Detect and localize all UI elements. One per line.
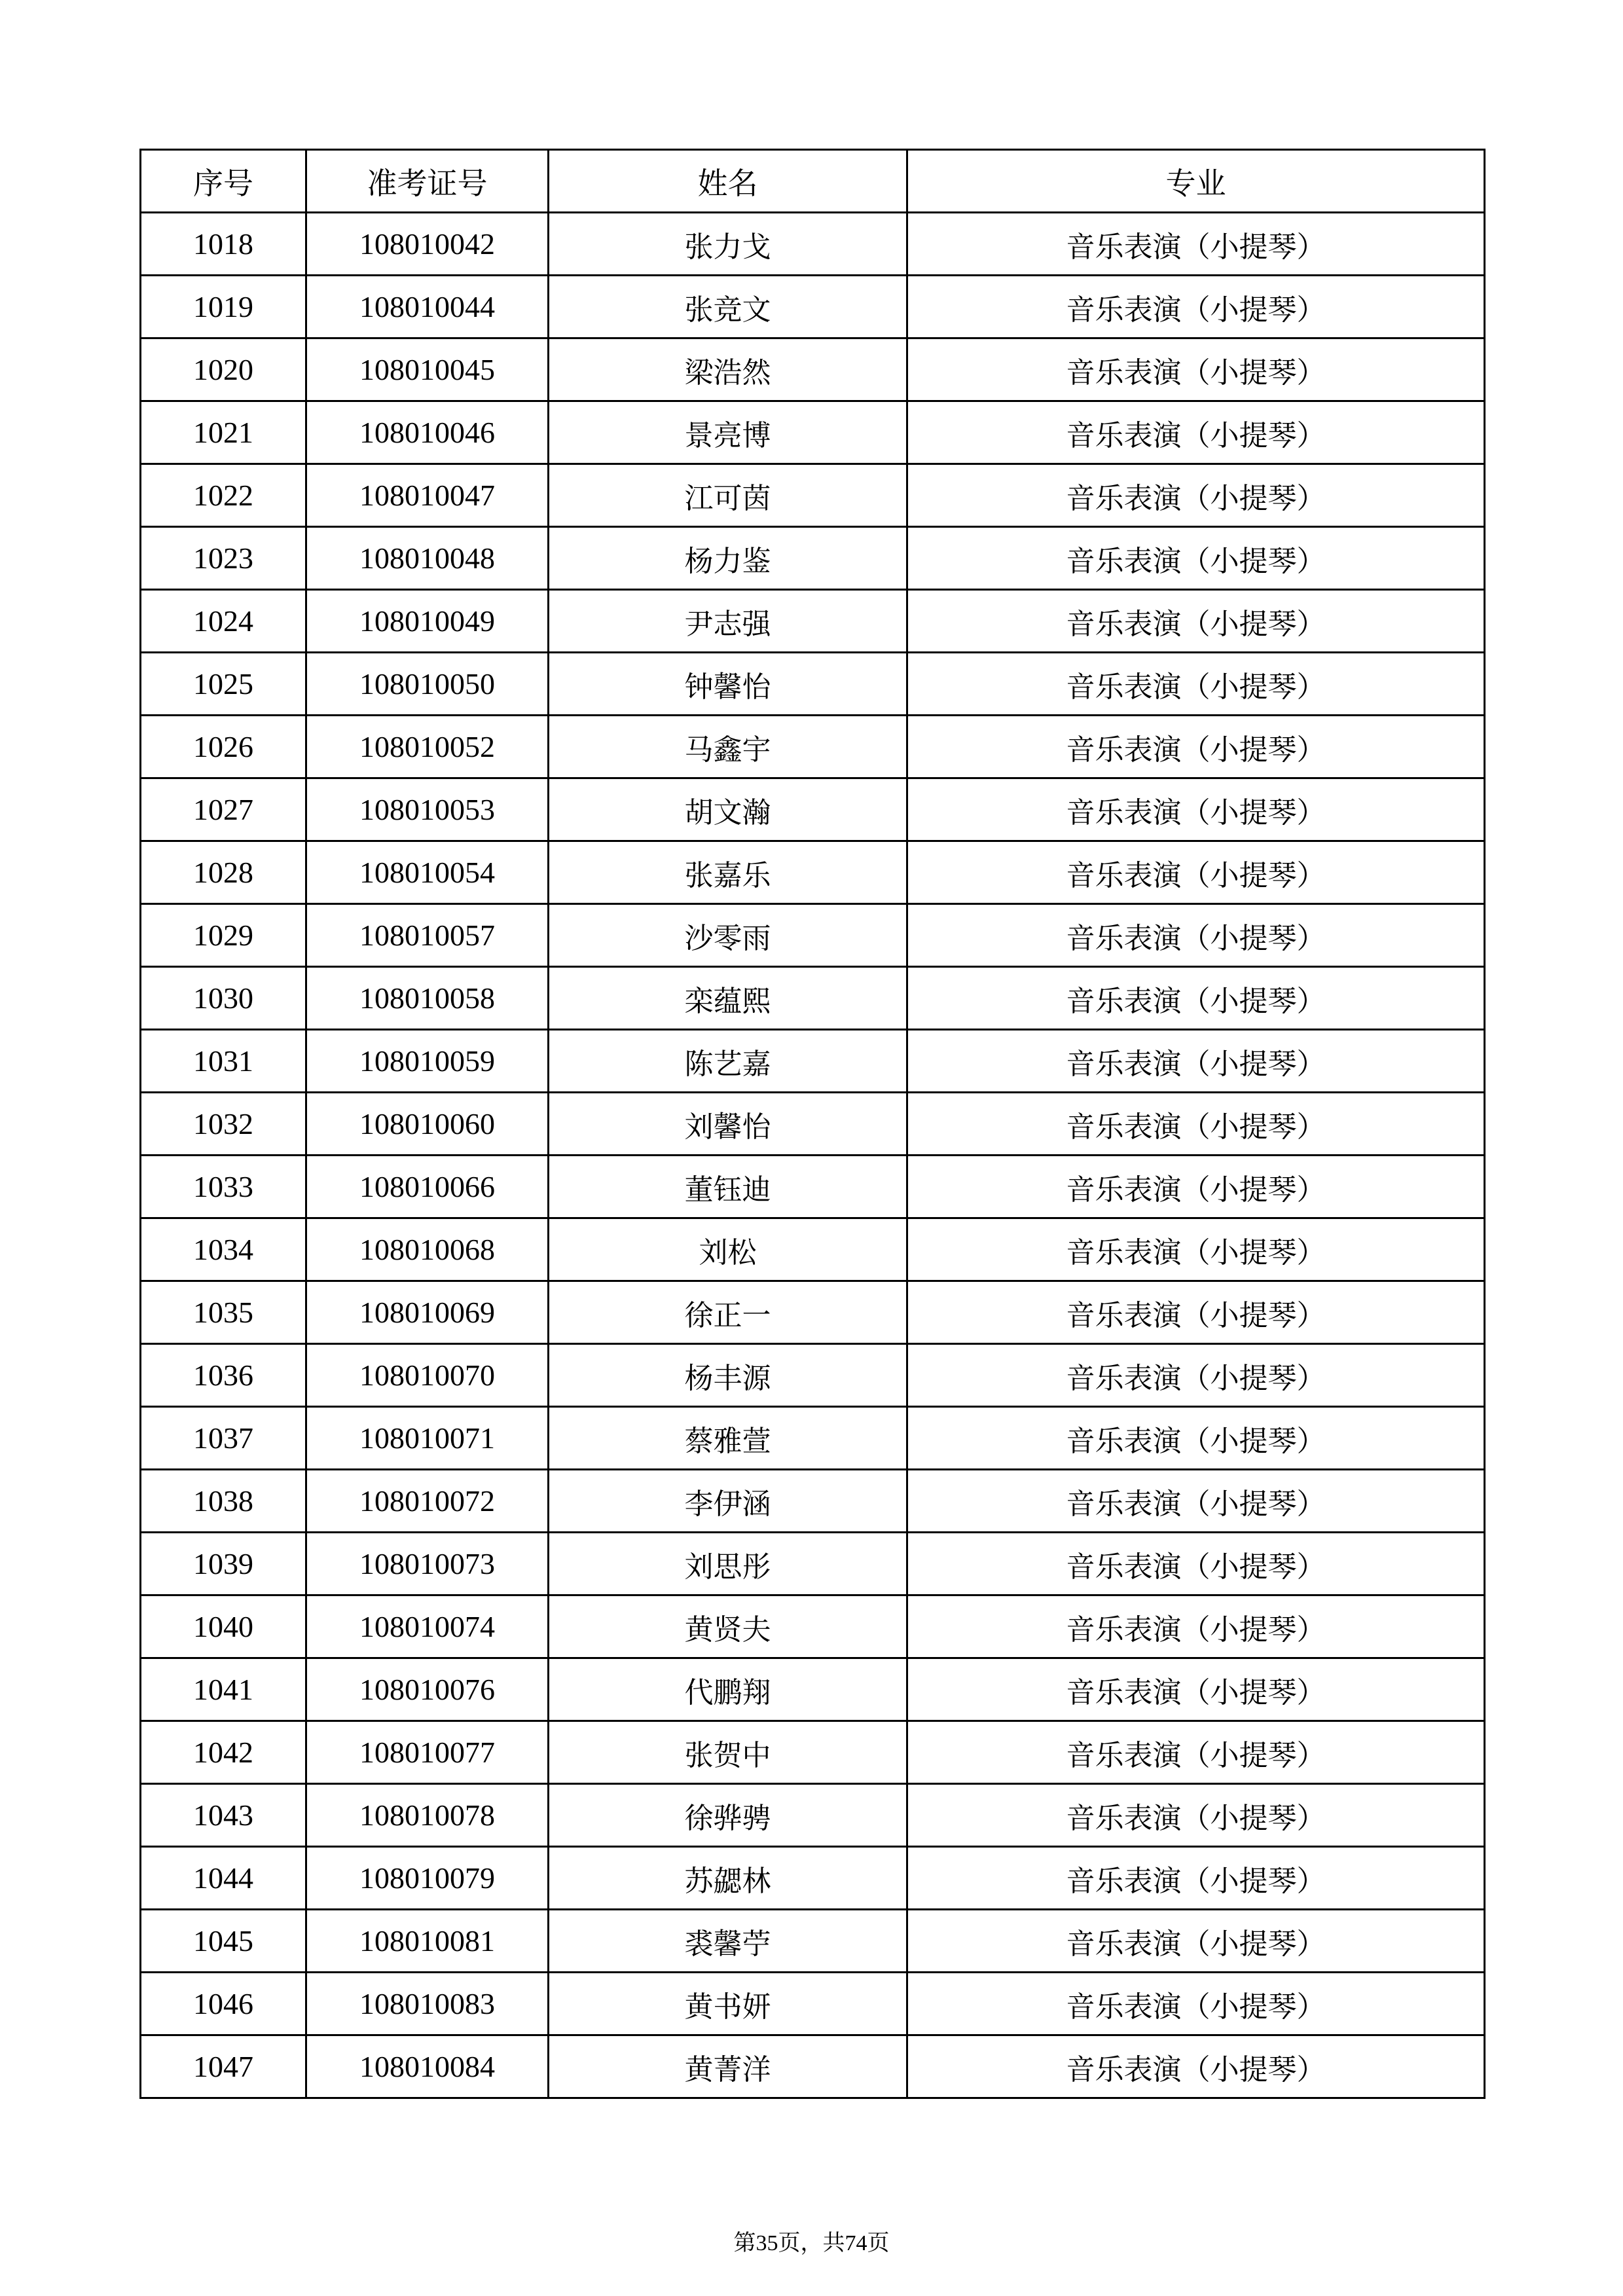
cell-major: 音乐表演（小提琴）: [907, 276, 1485, 338]
cell-exam-ticket-number: 108010077: [306, 1721, 549, 1784]
footer-page-number: 35: [756, 2231, 778, 2255]
cell-serial-number: 1033: [141, 1156, 306, 1218]
table-row: [141, 1156, 1485, 1218]
cell-major: 音乐表演（小提琴）: [907, 1156, 1485, 1218]
cell-serial-number: 1031: [141, 1030, 306, 1093]
table-row: [141, 1847, 1485, 1910]
footer-suffix: 页: [867, 2230, 890, 2256]
cell-serial-number: 1030: [141, 967, 306, 1030]
cell-name: 张贺中: [549, 1721, 907, 1784]
cell-exam-ticket-number: 108010053: [306, 778, 549, 841]
cell-exam-ticket-number: 108010047: [306, 464, 549, 527]
cell-serial-number: 1025: [141, 653, 306, 716]
footer-total-pages: 74: [845, 2231, 867, 2255]
cell-exam-ticket-number: 108010054: [306, 841, 549, 904]
cell-serial-number: 1027: [141, 778, 306, 841]
cell-major: 音乐表演（小提琴）: [907, 841, 1485, 904]
cell-serial-number: 1020: [141, 338, 306, 401]
cell-major: 音乐表演（小提琴）: [907, 464, 1485, 527]
cell-exam-ticket-number: 108010068: [306, 1218, 549, 1281]
cell-name: 钟馨怡: [549, 653, 907, 716]
cell-exam-ticket-number: 108010058: [306, 967, 549, 1030]
cell-major: 音乐表演（小提琴）: [907, 967, 1485, 1030]
cell-exam-ticket-number: 108010052: [306, 716, 549, 778]
table-row: [141, 213, 1485, 276]
cell-major: 音乐表演（小提琴）: [907, 1784, 1485, 1847]
cell-major: 音乐表演（小提琴）: [907, 213, 1485, 276]
table-row: [141, 1093, 1485, 1156]
table-body: [141, 213, 1485, 2098]
table-row: [141, 401, 1485, 464]
cell-serial-number: 1040: [141, 1595, 306, 1658]
table-row: [141, 967, 1485, 1030]
table-header-row: [141, 150, 1485, 213]
cell-exam-ticket-number: 108010072: [306, 1470, 549, 1533]
cell-exam-ticket-number: 108010042: [306, 213, 549, 276]
table-row: [141, 338, 1485, 401]
cell-exam-ticket-number: 108010045: [306, 338, 549, 401]
cell-serial-number: 1045: [141, 1910, 306, 1973]
cell-major: 音乐表演（小提琴）: [907, 527, 1485, 590]
cell-major: 音乐表演（小提琴）: [907, 1030, 1485, 1093]
cell-serial-number: 1036: [141, 1344, 306, 1407]
cell-exam-ticket-number: 108010049: [306, 590, 549, 653]
cell-exam-ticket-number: 108010078: [306, 1784, 549, 1847]
table-row: [141, 276, 1485, 338]
cell-name: 蔡雅萱: [549, 1407, 907, 1470]
cell-major: 音乐表演（小提琴）: [907, 2035, 1485, 2098]
cell-serial-number: 1034: [141, 1218, 306, 1281]
cell-name: 胡文瀚: [549, 778, 907, 841]
cell-major: 音乐表演（小提琴）: [907, 653, 1485, 716]
cell-major: 音乐表演（小提琴）: [907, 401, 1485, 464]
cell-name: 尹志强: [549, 590, 907, 653]
cell-name: 徐骅骋: [549, 1784, 907, 1847]
table-row: [141, 2035, 1485, 2098]
cell-major: 音乐表演（小提琴）: [907, 590, 1485, 653]
cell-name: 刘馨怡: [549, 1093, 907, 1156]
cell-name: 杨丰源: [549, 1344, 907, 1407]
cell-name: 代鹏翔: [549, 1658, 907, 1721]
cell-major: 音乐表演（小提琴）: [907, 1595, 1485, 1658]
table-row: [141, 841, 1485, 904]
header-major: 专业: [907, 150, 1485, 213]
header-exam-ticket-number: 准考证号: [306, 150, 549, 213]
cell-serial-number: 1026: [141, 716, 306, 778]
cell-major: 音乐表演（小提琴）: [907, 1533, 1485, 1595]
cell-serial-number: 1029: [141, 904, 306, 967]
table-row: [141, 1533, 1485, 1595]
table-row: [141, 464, 1485, 527]
cell-exam-ticket-number: 108010079: [306, 1847, 549, 1910]
cell-exam-ticket-number: 108010059: [306, 1030, 549, 1093]
cell-exam-ticket-number: 108010048: [306, 527, 549, 590]
table-row: [141, 1973, 1485, 2035]
cell-name: 李伊涵: [549, 1470, 907, 1533]
cell-major: 音乐表演（小提琴）: [907, 1658, 1485, 1721]
cell-exam-ticket-number: 108010057: [306, 904, 549, 967]
cell-serial-number: 1043: [141, 1784, 306, 1847]
cell-major: 音乐表演（小提琴）: [907, 904, 1485, 967]
cell-name: 苏勰林: [549, 1847, 907, 1910]
cell-major: 音乐表演（小提琴）: [907, 716, 1485, 778]
table-row: [141, 1470, 1485, 1533]
cell-serial-number: 1039: [141, 1533, 306, 1595]
cell-serial-number: 1022: [141, 464, 306, 527]
table-row: [141, 1658, 1485, 1721]
cell-major: 音乐表演（小提琴）: [907, 1721, 1485, 1784]
cell-exam-ticket-number: 108010074: [306, 1595, 549, 1658]
cell-major: 音乐表演（小提琴）: [907, 1344, 1485, 1407]
cell-serial-number: 1047: [141, 2035, 306, 2098]
cell-exam-ticket-number: 108010070: [306, 1344, 549, 1407]
cell-serial-number: 1038: [141, 1470, 306, 1533]
cell-major: 音乐表演（小提琴）: [907, 1281, 1485, 1344]
table-row: [141, 1030, 1485, 1093]
cell-name: 黄书妍: [549, 1973, 907, 2035]
cell-name: 黄菁洋: [549, 2035, 907, 2098]
cell-exam-ticket-number: 108010069: [306, 1281, 549, 1344]
cell-serial-number: 1046: [141, 1973, 306, 2035]
table-row: [141, 716, 1485, 778]
cell-serial-number: 1032: [141, 1093, 306, 1156]
cell-exam-ticket-number: 108010083: [306, 1973, 549, 2035]
cell-major: 音乐表演（小提琴）: [907, 778, 1485, 841]
cell-serial-number: 1019: [141, 276, 306, 338]
table-row: [141, 1595, 1485, 1658]
admission-list-table: [139, 149, 1486, 2099]
cell-name: 刘松: [549, 1218, 907, 1281]
cell-major: 音乐表演（小提琴）: [907, 1910, 1485, 1973]
header-name: 姓名: [549, 150, 907, 213]
cell-serial-number: 1037: [141, 1407, 306, 1470]
cell-exam-ticket-number: 108010081: [306, 1910, 549, 1973]
cell-exam-ticket-number: 108010084: [306, 2035, 549, 2098]
table-row: [141, 590, 1485, 653]
cell-name: 马鑫宇: [549, 716, 907, 778]
table-row: [141, 1721, 1485, 1784]
table-row: [141, 1407, 1485, 1470]
table-row: [141, 653, 1485, 716]
table-row: [141, 1218, 1485, 1281]
cell-name: 张竞文: [549, 276, 907, 338]
cell-name: 裘馨苧: [549, 1910, 907, 1973]
cell-serial-number: 1044: [141, 1847, 306, 1910]
cell-name: 陈艺嘉: [549, 1030, 907, 1093]
table-row: [141, 904, 1485, 967]
cell-name: 沙零雨: [549, 904, 907, 967]
cell-major: 音乐表演（小提琴）: [907, 1470, 1485, 1533]
cell-major: 音乐表演（小提琴）: [907, 338, 1485, 401]
footer-middle: 页，共: [778, 2230, 845, 2256]
cell-exam-ticket-number: 108010044: [306, 276, 549, 338]
cell-major: 音乐表演（小提琴）: [907, 1407, 1485, 1470]
page-footer: [0, 2225, 1623, 2257]
cell-name: 黄贤夫: [549, 1595, 907, 1658]
table-row: [141, 527, 1485, 590]
cell-name: 徐正一: [549, 1281, 907, 1344]
cell-name: 梁浩然: [549, 338, 907, 401]
cell-serial-number: 1042: [141, 1721, 306, 1784]
cell-serial-number: 1021: [141, 401, 306, 464]
cell-major: 音乐表演（小提琴）: [907, 1973, 1485, 2035]
cell-exam-ticket-number: 108010050: [306, 653, 549, 716]
cell-name: 景亮博: [549, 401, 907, 464]
cell-name: 江可茵: [549, 464, 907, 527]
table-row: [141, 1344, 1485, 1407]
cell-exam-ticket-number: 108010071: [306, 1407, 549, 1470]
cell-name: 张嘉乐: [549, 841, 907, 904]
cell-serial-number: 1018: [141, 213, 306, 276]
table-row: [141, 1910, 1485, 1973]
cell-major: 音乐表演（小提琴）: [907, 1218, 1485, 1281]
cell-major: 音乐表演（小提琴）: [907, 1093, 1485, 1156]
cell-serial-number: 1035: [141, 1281, 306, 1344]
cell-name: 张力戈: [549, 213, 907, 276]
cell-name: 刘思彤: [549, 1533, 907, 1595]
table-row: [141, 1784, 1485, 1847]
cell-exam-ticket-number: 108010073: [306, 1533, 549, 1595]
header-serial-number: 序号: [141, 150, 306, 213]
cell-exam-ticket-number: 108010076: [306, 1658, 549, 1721]
cell-major: 音乐表演（小提琴）: [907, 1847, 1485, 1910]
cell-name: 董钰迪: [549, 1156, 907, 1218]
cell-serial-number: 1023: [141, 527, 306, 590]
cell-serial-number: 1041: [141, 1658, 306, 1721]
table-row: [141, 778, 1485, 841]
table-row: [141, 1281, 1485, 1344]
cell-name: 栾蕴熙: [549, 967, 907, 1030]
footer-prefix: 第: [733, 2230, 756, 2256]
cell-exam-ticket-number: 108010060: [306, 1093, 549, 1156]
cell-name: 杨力鉴: [549, 527, 907, 590]
cell-serial-number: 1024: [141, 590, 306, 653]
cell-serial-number: 1028: [141, 841, 306, 904]
cell-exam-ticket-number: 108010046: [306, 401, 549, 464]
cell-exam-ticket-number: 108010066: [306, 1156, 549, 1218]
